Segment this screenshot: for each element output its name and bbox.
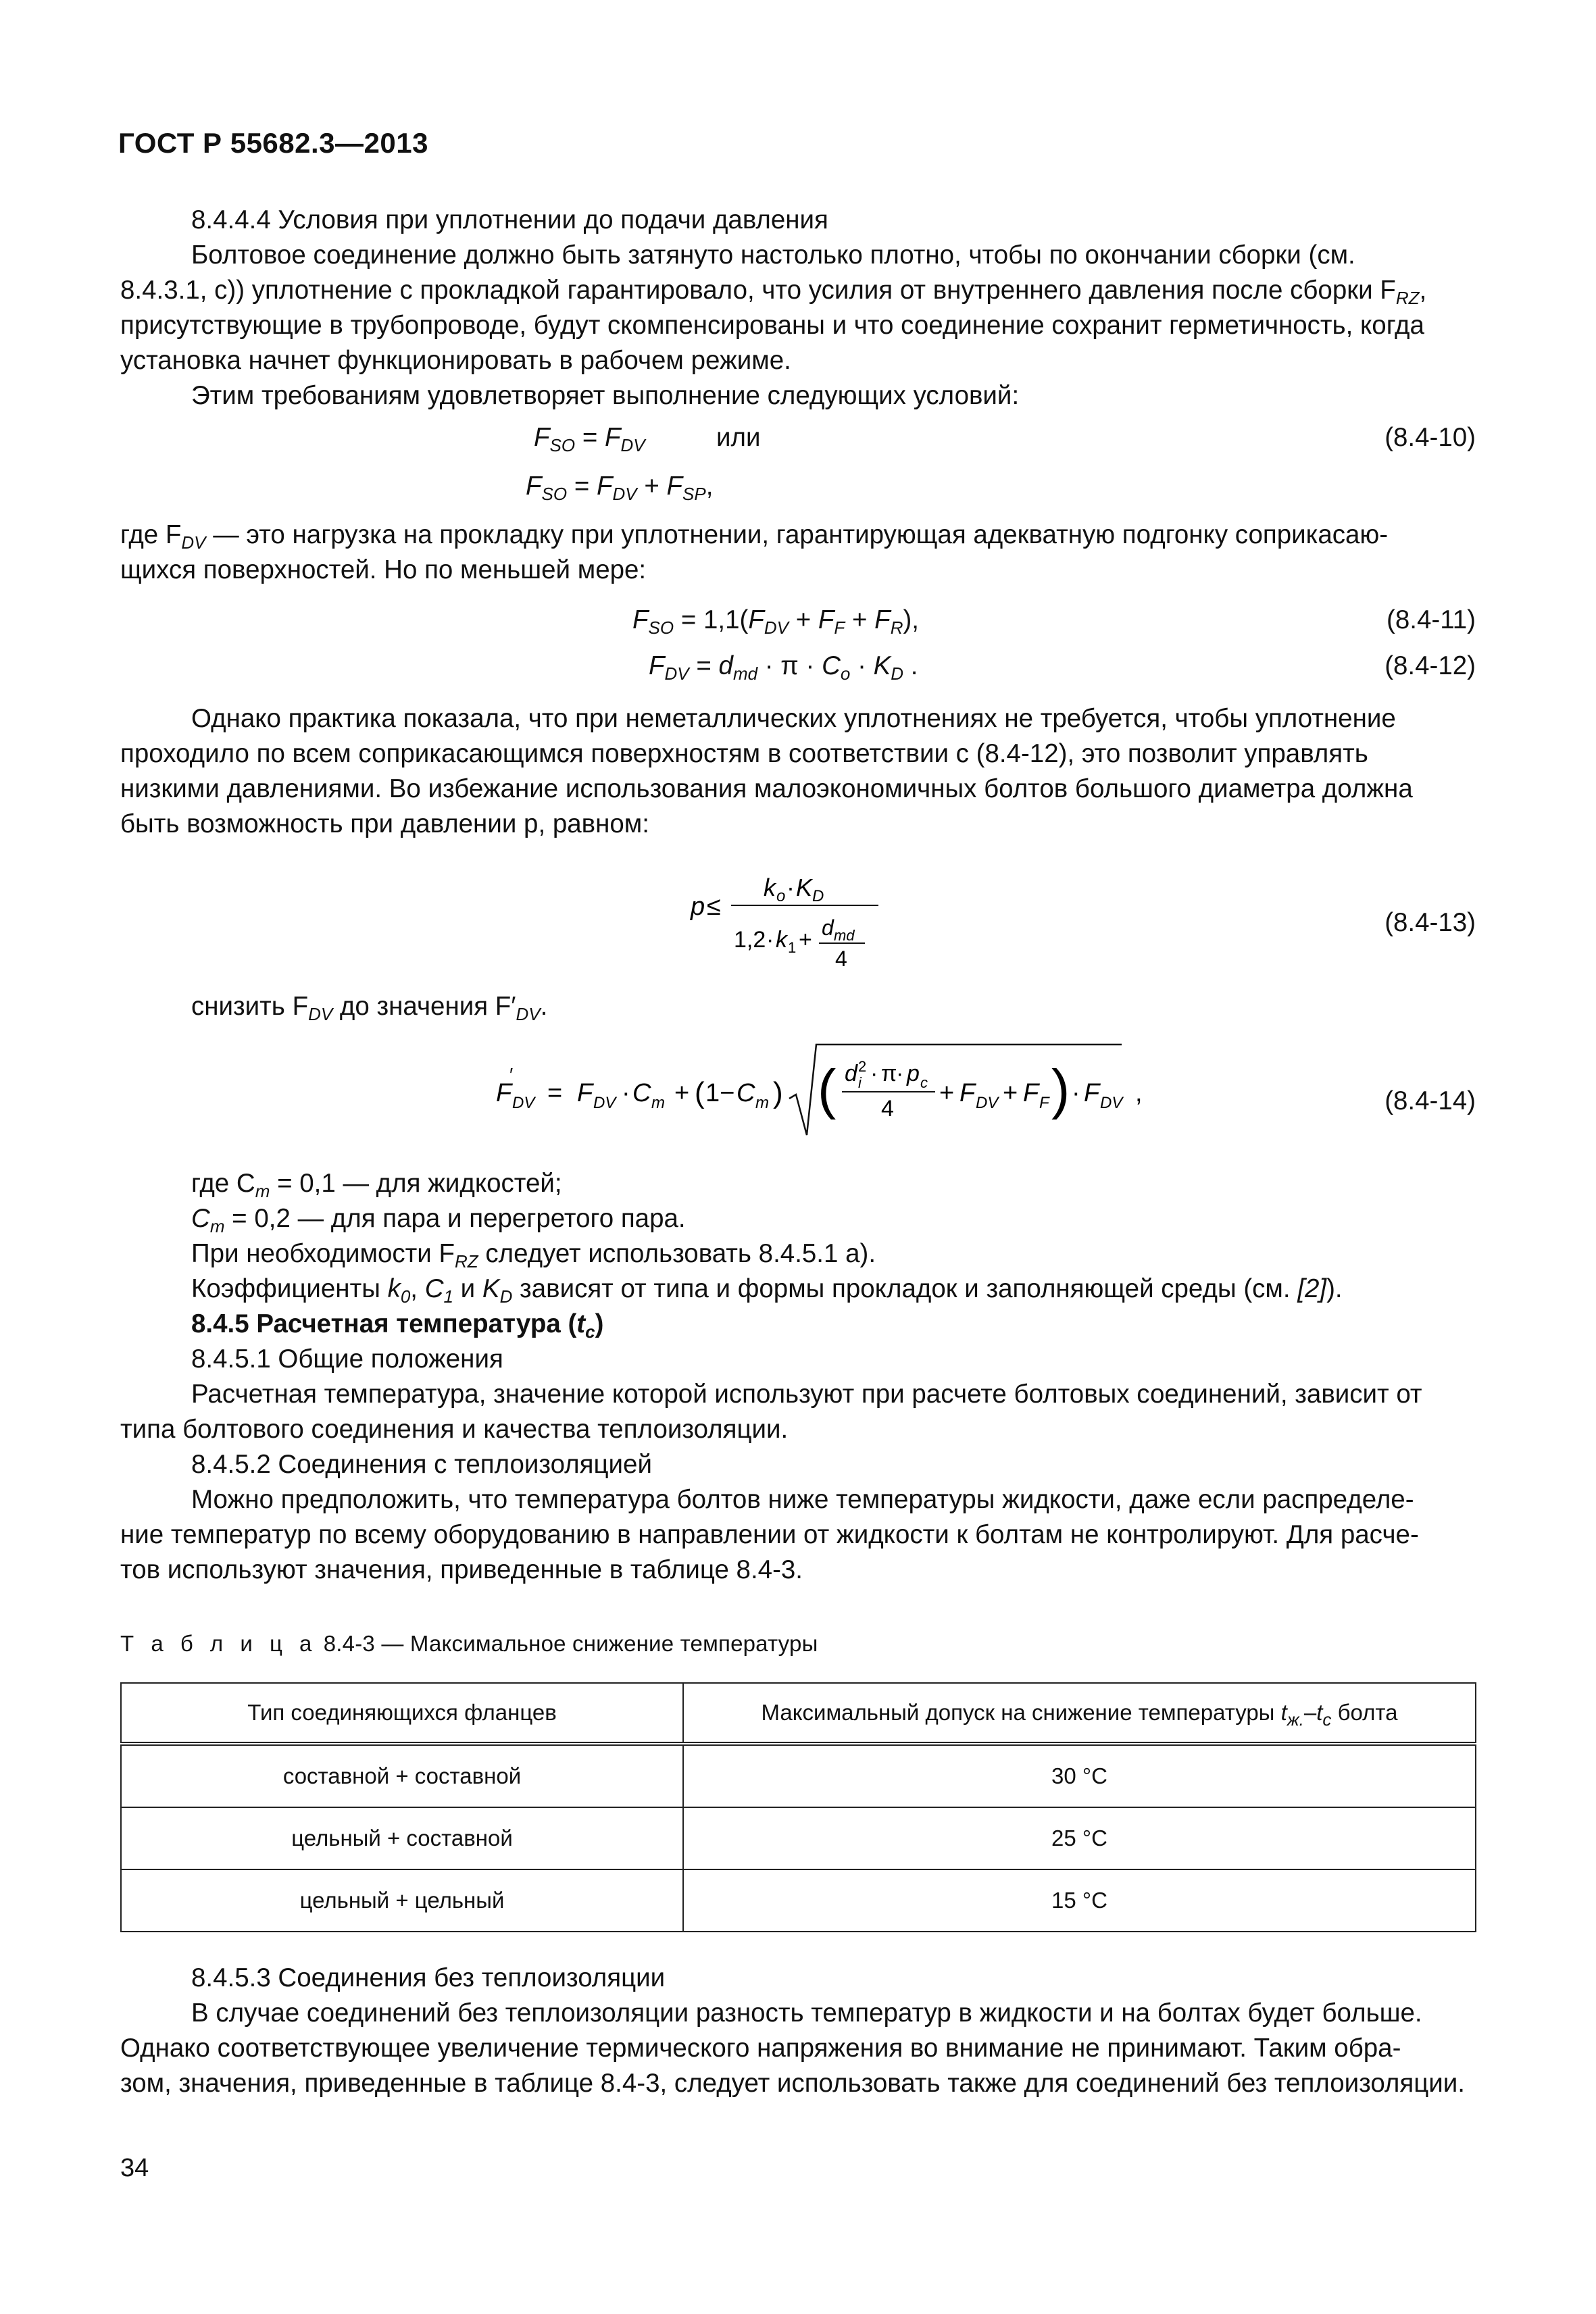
svg-text:,: , bbox=[1135, 1079, 1143, 1107]
svg-text:2: 2 bbox=[858, 1058, 867, 1075]
svg-text:F: F bbox=[1084, 1079, 1100, 1107]
svg-text:F: F bbox=[496, 1079, 512, 1107]
svg-text:m: m bbox=[755, 1094, 769, 1112]
page-number: 34 bbox=[120, 2154, 149, 2182]
where-fdv-line-1: где $F_{DV}$ — это нагрузка на прокладку при уплотнении, гарантирующая адекватную подгонку соприкасаю- bbox=[120, 520, 1389, 553]
svg-text:k: k bbox=[764, 874, 776, 901]
svg-text:·: · bbox=[766, 927, 774, 953]
para-practice-line-2: проходило по всем соприкасающимся поверхностям в соответствии с (8.4-12), это позволит управлять bbox=[120, 739, 1368, 768]
section-845-heading: 8.4.5 Расчетная температура $(t_c)$ bbox=[191, 1309, 604, 1342]
table-cell-type: цельный + цельный bbox=[121, 1869, 683, 1932]
section-8444-title: 8.4.4.4 Условия при уплотнении до подачи давления bbox=[191, 205, 828, 234]
svg-text:md: md bbox=[834, 927, 855, 944]
svg-text:F: F bbox=[959, 1079, 976, 1107]
table-cell-value: 30 °C bbox=[683, 1744, 1476, 1807]
equation-number-8-4-14: (8.4-14) bbox=[1385, 1086, 1476, 1115]
para-8451-line-2: типа болтового соединения и качества теплоизоляции. bbox=[120, 1415, 789, 1444]
section-8451-title: 8.4.5.1 Общие положения bbox=[191, 1344, 503, 1374]
equation-number-8-4-10: (8.4-10) bbox=[1385, 423, 1476, 452]
svg-text:DV: DV bbox=[1100, 1094, 1123, 1112]
equation-8-4-13 bbox=[682, 863, 899, 978]
coefficients-note: Коэффициенты $k_0$, $C_1$ и $K_D$ зависят от типа и формы прокладок и заполняющей среды (см. [2]). bbox=[191, 1274, 1343, 1307]
svg-text:p: p bbox=[907, 1061, 920, 1086]
para-8444-line-1: Болтовое соединение должно быть затянуто настолько плотно, чтобы по окончании сборки (см. bbox=[191, 241, 1355, 270]
table-row bbox=[121, 1807, 1476, 1869]
svg-text:4: 4 bbox=[881, 1096, 894, 1122]
equation-8-4-12: $F_{DV} = d_{md} \cdot \pi \cdot C_o \cdot K_D$ . bbox=[649, 651, 918, 684]
svg-text:o: o bbox=[776, 887, 786, 905]
table-header-row bbox=[121, 1683, 1476, 1744]
where-cm-liquids: где $C_m = 0,1$ — для жидкостей; bbox=[191, 1169, 562, 1201]
reduce-fdv-line: снизить $F_{DV}$ до значения $F'_{DV}$. bbox=[191, 992, 548, 1024]
svg-text:4: 4 bbox=[835, 947, 847, 971]
where-fdv-line-2: щихся поверхностей. Но по меньшей мере: bbox=[120, 555, 647, 584]
temperature-reduction-table bbox=[120, 1682, 1476, 1932]
table-cell-type: цельный + составной bbox=[121, 1807, 683, 1869]
svg-text:·: · bbox=[870, 1061, 878, 1086]
svg-text:DV: DV bbox=[512, 1094, 535, 1112]
svg-text:F: F bbox=[577, 1079, 593, 1107]
where-cm-steam: $C_m = 0,2$ — для пара и перегретого пара. bbox=[191, 1204, 686, 1236]
equation-8-4-10a: $F_{SO} = F_{DV}$ bbox=[534, 423, 645, 455]
svg-text:1,2: 1,2 bbox=[734, 927, 766, 953]
document-code: ГОСТ Р 55682.3—2013 bbox=[118, 127, 428, 159]
svg-text:m: m bbox=[651, 1094, 665, 1112]
para-8453-line-1: В случае соединений без теплоизоляции разность температур в жидкости и на болтах будет больше. bbox=[191, 1998, 1422, 2028]
equation-8-4-11: $F_{SO} = 1,1(F_{DV} + F_F + F_R)$, bbox=[632, 605, 920, 638]
svg-text:·: · bbox=[622, 1079, 630, 1107]
svg-text:DV: DV bbox=[593, 1094, 616, 1112]
conditions-intro: Этим требованиям удовлетворяет выполнение следующих условий: bbox=[191, 381, 1020, 410]
svg-text:·: · bbox=[1072, 1079, 1080, 1107]
frz-note: При необходимости $F_{RZ}$ следует использовать 8.4.5.1 а). bbox=[191, 1239, 876, 1272]
para-8451-line-1: Расчетная температура, значение которой используют при расчете болтовых соединений, зависит от bbox=[191, 1380, 1422, 1409]
svg-text:≤: ≤ bbox=[707, 892, 721, 921]
svg-text:c: c bbox=[920, 1074, 928, 1091]
table-header-flange-type: Тип соединяющихся фланцев bbox=[121, 1683, 683, 1744]
table-cell-value: 15 °C bbox=[683, 1869, 1476, 1932]
equation-number-8-4-12: (8.4-12) bbox=[1385, 651, 1476, 680]
svg-text:+: + bbox=[674, 1079, 690, 1107]
para-8453-line-2: Однако соответствующее увеличение термического напряжения во внимание не принимают. Таким обра- bbox=[120, 2034, 1401, 2063]
para-8452-line-1: Можно предположить, что температура болтов ниже температуры жидкости, даже если распределе- bbox=[191, 1485, 1414, 1514]
svg-text:1: 1 bbox=[788, 939, 797, 956]
svg-text:·: · bbox=[896, 1061, 904, 1086]
section-8452-title: 8.4.5.2 Соединения с теплоизоляцией bbox=[191, 1450, 652, 1479]
para-8453-line-3: зом, значения, приведенные в таблице 8.4-3, следует использовать также для соединений без теплоизоляции. bbox=[120, 2069, 1465, 2098]
svg-text:(: ( bbox=[818, 1059, 837, 1120]
svg-text:C: C bbox=[632, 1079, 651, 1107]
svg-text:′: ′ bbox=[509, 1064, 514, 1085]
svg-text:+: + bbox=[799, 927, 812, 953]
equation-or: или bbox=[716, 423, 761, 452]
table-cell-value: 25 °C bbox=[683, 1807, 1476, 1869]
para-practice-line-3: низкими давлениями. Во избежание использования малоэкономичных болтов большого диаметра должна bbox=[120, 774, 1413, 803]
svg-text:F: F bbox=[1023, 1079, 1039, 1107]
para-8452-line-3: тов используют значения, приведенные в таблице 8.4-3. bbox=[120, 1555, 803, 1584]
section-8453-title: 8.4.5.3 Соединения без теплоизоляции bbox=[191, 1963, 666, 1992]
table-row bbox=[121, 1869, 1476, 1932]
svg-text:i: i bbox=[858, 1074, 862, 1091]
para-8452-line-2: ние температур по всему оборудованию в направлении от жидкости к болтам не контролируют. Для расче- bbox=[120, 1520, 1419, 1549]
para-8444-line-3: присутствующие в трубопроводе, будут скомпенсированы и что соединение сохранит герметичность, когда bbox=[120, 311, 1424, 340]
para-8444-line-4: установка начнет функционировать в рабочем режиме. bbox=[120, 346, 791, 375]
svg-text:·: · bbox=[787, 874, 795, 901]
equation-8-4-10b: $F_{SO} = F_{DV} + F_{SP}$, bbox=[526, 472, 714, 504]
svg-text:d: d bbox=[845, 1061, 857, 1086]
svg-text:+: + bbox=[939, 1079, 955, 1107]
svg-text:p: p bbox=[691, 892, 705, 921]
svg-text:π: π bbox=[881, 1061, 897, 1086]
table-header-max-tolerance: Максимальный допуск на снижение температуры $t_{ж.}-t_c$ болта bbox=[683, 1683, 1476, 1744]
table-caption: Т а б л и ц а 8.4-3 — Максимальное снижение температуры bbox=[120, 1631, 818, 1656]
svg-text:F: F bbox=[1039, 1094, 1049, 1112]
svg-text:C: C bbox=[737, 1079, 755, 1107]
equation-number-8-4-11: (8.4-11) bbox=[1387, 605, 1476, 634]
svg-text:k: k bbox=[776, 927, 787, 953]
para-8444-line-2: 8.4.3.1, с)) уплотнение с прокладкой гарантировало, что усилия от внутреннего давления после сборки $F_{RZ}$, bbox=[120, 276, 1427, 308]
equation-8-4-14 bbox=[487, 1034, 1162, 1149]
svg-text:): ) bbox=[1051, 1059, 1070, 1120]
equation-number-8-4-13: (8.4-13) bbox=[1385, 908, 1476, 937]
para-practice-line-1: Однако практика показала, что при неметаллических уплотнениях не требуется, чтобы уплотнение bbox=[191, 704, 1396, 733]
svg-text:1−: 1− bbox=[705, 1079, 735, 1107]
table-row bbox=[121, 1744, 1476, 1807]
table-cell-type: составной + составной bbox=[121, 1744, 683, 1807]
svg-text:): ) bbox=[773, 1076, 783, 1109]
svg-text:=: = bbox=[547, 1079, 563, 1107]
svg-text:K: K bbox=[796, 874, 813, 901]
svg-text:d: d bbox=[822, 915, 834, 940]
svg-text:DV: DV bbox=[976, 1094, 999, 1112]
svg-text:+: + bbox=[1003, 1079, 1018, 1107]
para-practice-line-4: быть возможность при давлении p, равном: bbox=[120, 809, 649, 838]
svg-text:(: ( bbox=[695, 1076, 705, 1109]
svg-text:D: D bbox=[812, 887, 824, 905]
